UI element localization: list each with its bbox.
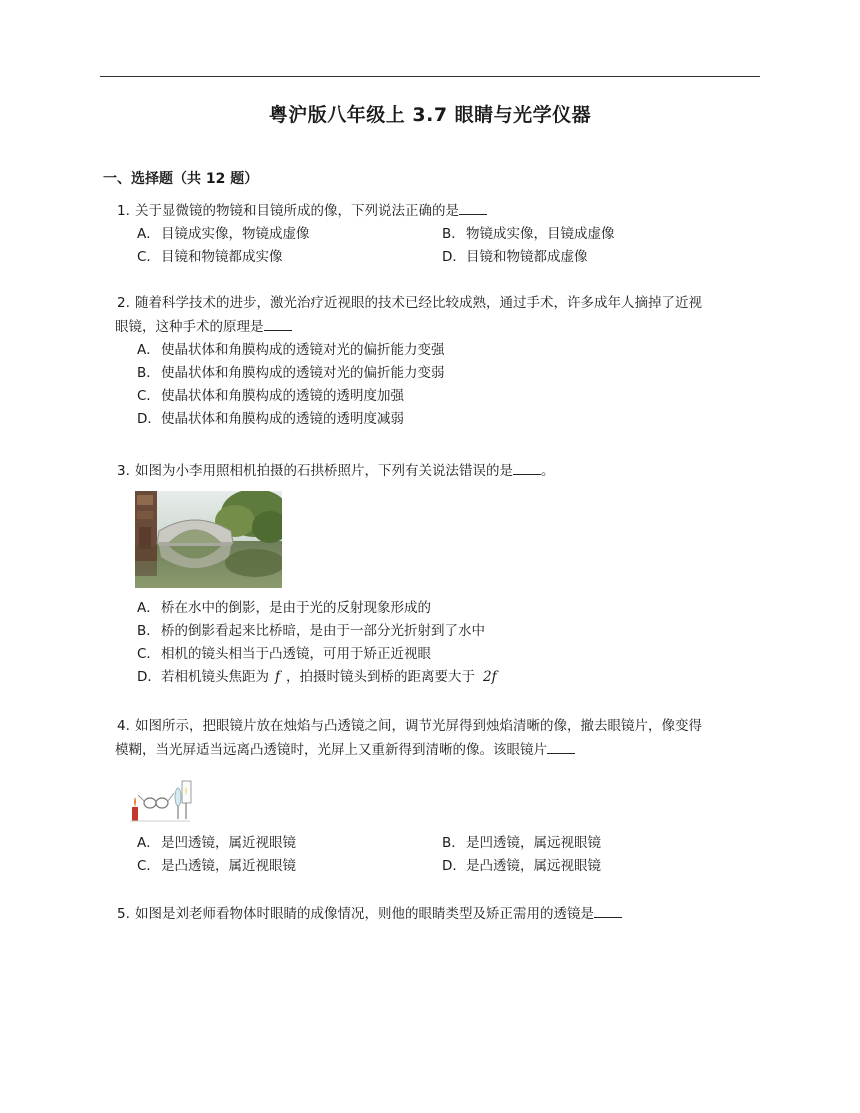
option-c[interactable] — [137, 643, 497, 666]
option-text: 物镜成实像，目镜成虚像 — [466, 226, 615, 242]
option-label: C． — [137, 388, 160, 404]
option-label: D． — [442, 858, 466, 874]
question-3 — [117, 459, 777, 483]
option-text: 桥的倒影看起来比桥暗，是由于一部分光折射到了水中 — [161, 623, 485, 639]
question-text: 如图所示，把眼镜片放在烛焰与凸透镜之间，调节光屏得到烛焰清晰的像，撤去眼镜片，像变得 — [135, 718, 702, 734]
option-label: C． — [137, 249, 160, 265]
answer-blank — [513, 460, 541, 475]
option-label: A． — [137, 342, 160, 358]
question-4-options — [117, 832, 762, 878]
question-text-cont: 眼镜，这种手术的原理是 — [115, 319, 264, 335]
answer-blank — [264, 316, 292, 331]
options — [137, 339, 777, 431]
question-2 — [117, 291, 777, 431]
option-b[interactable] — [137, 620, 497, 643]
question-number: 4. — [117, 718, 130, 734]
question-text: 随着科学技术的进步，激光治疗近视眼的技术已经比较成熟，通过手术，许多成年人摘掉了近视 — [135, 295, 702, 311]
question-4 — [117, 714, 777, 762]
option-b[interactable] — [442, 223, 762, 246]
option-text: 桥在水中的倒影，是由于光的反射现象形成的 — [161, 600, 431, 616]
option-b[interactable] — [137, 362, 777, 385]
option-d[interactable] — [137, 408, 777, 431]
question-text-cont: 模糊，当光屏适当远离凸透镜时，光屏上又重新得到清晰的像。该眼镜片 — [115, 742, 547, 758]
option-a[interactable] — [137, 832, 442, 855]
question-stem — [117, 714, 777, 762]
page-title: 粤沪版八年级上 3.7 眼睛与光学仪器 — [268, 104, 592, 126]
option-label: B． — [137, 623, 160, 639]
math-f: f — [275, 669, 280, 685]
option-a[interactable] — [137, 223, 442, 246]
option-label: C． — [137, 858, 160, 874]
question-number: 5. — [117, 906, 130, 922]
question-text: 如图是刘老师看物体时眼睛的成像情况，则他的眼睛类型及矫正需用的透镜是 — [135, 906, 594, 922]
option-label: D． — [442, 249, 466, 265]
top-rule — [100, 76, 760, 77]
option-text: 是凸透镜，属近视眼镜 — [161, 858, 296, 874]
math-2f: 2f — [483, 669, 497, 685]
question-text: 如图为小李用照相机拍摄的石拱桥照片，下列有关说法错误的是 — [135, 463, 513, 479]
option-c[interactable] — [137, 855, 442, 878]
option-c[interactable] — [137, 246, 442, 269]
option-label: D． — [137, 411, 161, 427]
option-d[interactable] — [442, 246, 762, 269]
question-3-options — [117, 597, 497, 689]
option-text: 若相机镜头焦距为 — [161, 669, 269, 685]
answer-blank — [594, 903, 622, 918]
question-stem — [117, 902, 777, 926]
question-stem — [117, 199, 777, 223]
option-d[interactable] — [442, 855, 762, 878]
option-text: 目镜和物镜都成实像 — [161, 249, 283, 265]
question-number: 3. — [117, 463, 130, 479]
option-text: 使晶状体和角膜构成的透镜对光的偏折能力变强 — [161, 342, 445, 358]
option-a[interactable] — [137, 597, 497, 620]
option-c[interactable] — [137, 385, 777, 408]
option-d[interactable] — [137, 666, 497, 689]
options — [137, 597, 497, 689]
option-label: A． — [137, 226, 160, 242]
option-text: 是凹透镜，属远视眼镜 — [466, 835, 601, 851]
option-text: 目镜和物镜都成虚像 — [466, 249, 588, 265]
question-stem — [117, 291, 777, 339]
question-1 — [117, 199, 777, 269]
option-label: A． — [137, 835, 160, 851]
question-stem — [117, 459, 777, 483]
question-5 — [117, 902, 777, 926]
option-label: D． — [137, 669, 161, 685]
option-text: 是凹透镜，属近视眼镜 — [161, 835, 296, 851]
stone-bridge-photo — [135, 491, 282, 588]
option-label: B． — [442, 226, 465, 242]
option-label: B． — [442, 835, 465, 851]
option-label: B． — [137, 365, 160, 381]
options — [137, 832, 762, 878]
question-text: 关于显微镜的物镜和目镜所成的像，下列说法正确的是 — [135, 203, 459, 219]
option-text-cont: ，拍摄时镜头到桥的距离要大于 — [286, 669, 475, 685]
question-number: 1. — [117, 203, 130, 219]
option-text: 使晶状体和角膜构成的透镜的透明度减弱 — [161, 411, 404, 427]
option-text: 使晶状体和角膜构成的透镜对光的偏折能力变弱 — [161, 365, 445, 381]
answer-blank — [459, 200, 487, 215]
question-text-end: 。 — [541, 463, 555, 479]
options — [137, 223, 777, 269]
option-label: C． — [137, 646, 160, 662]
option-text: 目镜成实像，物镜成虚像 — [161, 226, 310, 242]
question-number: 2. — [117, 295, 130, 311]
option-a[interactable] — [137, 339, 777, 362]
section-heading: 一、选择题（共 12 题） — [103, 171, 259, 187]
answer-blank — [547, 739, 575, 754]
option-text: 使晶状体和角膜构成的透镜的透明度加强 — [161, 388, 404, 404]
option-text: 是凸透镜，属远视眼镜 — [466, 858, 601, 874]
option-b[interactable] — [442, 832, 762, 855]
option-label: A． — [137, 600, 160, 616]
lens-experiment-figure — [128, 773, 192, 825]
option-text: 相机的镜头相当于凸透镜，可用于矫正近视眼 — [161, 646, 431, 662]
